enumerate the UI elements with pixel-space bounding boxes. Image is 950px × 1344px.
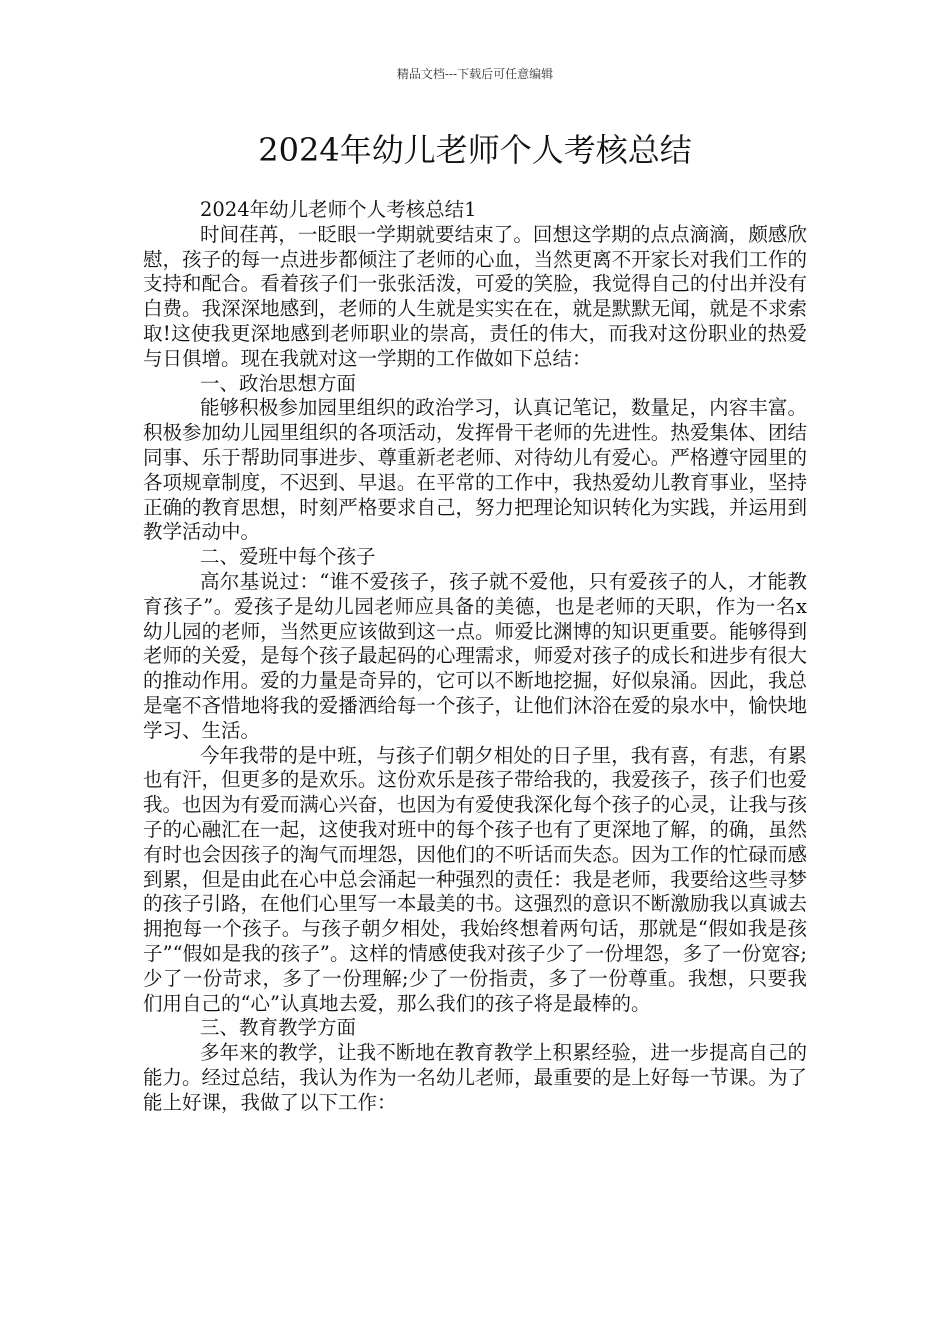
paragraph-intro: 时间荏苒，一眨眼一学期就要结束了。回想这学期的点点滴滴，颇感欣慰，孩子的每一点进步都倾注了老师的心血，当然更离不开家长对我们工作的支持和配合。看着孩子们一张张活泼，可爱的笑脸，我觉得自己的付出并没有白费。我深深地感到，老师的人生就是实实在在，就是默默无闻，就是不求索取!这使我更深地感到老师职业的崇高，责任的伟大，而我对这份职业的热爱与日俱增。现在我就对这一学期的工作做如下总结： (143, 222, 807, 370)
heading-political-thought: 一、政治思想方面 (200, 371, 357, 395)
paragraph-love-children-2: 今年我带的是中班，与孩子们朝夕相处的日子里，我有喜，有悲，有累也有汗，但更多的是欢乐。这份欢乐是孩子带给我的，我爱孩子，孩子们也爱我。也因为有爱而满心兴奋，也因为有爱使我深化每个孩子的心灵，让我与孩子的心融汇在一起，这使我对班中的每个孩子也有了更深地了解，的确，虽然有时也会因孩子的淘气而埋怨，因他们的不听话而失态。因为工作的忙碌而感到累，但是由此在心中总会涌起一种强烈的责任：我是老师，我要给这些寻梦的孩子引路，在他们心里写一本最美的书。这强烈的意识不断激励我以真诚去拥抱每一个孩子。与孩子朝夕相处，我始终想着两句话，那就是“假如我是孩子”“假如是我的孩子”。这样的情感使我对孩子少了一份埋怨，多了一份宽容;少了一份苛求，多了一份理解;少了一份指责，多了一份尊重。我想，只要我们用自己的“心”认真地去爱，那么我们的孩子将是最棒的。 (143, 743, 807, 1015)
document-body (143, 198, 807, 1115)
header-note: 精品文档---下载后可任意编辑 (396, 67, 554, 81)
paragraph-love-children-1: 高尔基说过：“谁不爱孩子，孩子就不爱他，只有爱孩子的人，才能教育孩子”。爱孩子是幼儿园老师应具备的美德，也是老师的天职，作为一名x幼儿园的老师，当然更应该做到这一点。师爱比渊博的知识更重要。能够得到老师的关爱，是每个孩子最起码的心理需求，师爱对孩子的成长和进步有很大的推动作用。爱的力量是奇异的，它可以不断地挖掘，好似泉涌。因此，我总是毫不吝惜地将我的爱播洒给每一个孩子，让他们沐浴在爱的泉水中，愉快地学习、生活。 (143, 569, 807, 742)
heading-teaching: 三、教育教学方面 (200, 1016, 357, 1040)
paragraph-political-thought: 能够积极参加园里组织的政治学习，认真记笔记，数量足，内容丰富。积极参加幼儿园里组织的各项活动，发挥骨干老师的先进性。热爱集体、团结同事、乐于帮助同事进步、尊重新老老师、对待幼儿有爱心。严格遵守园里的各项规章制度，不迟到、早退。在平常的工作中，我热爱幼儿教育事业，坚持正确的教育思想，时刻严格要求自己，努力把理论知识转化为实践，并运用到教学活动中。 (143, 396, 807, 544)
heading-love-children: 二、爱班中每个孩子 (200, 545, 376, 569)
paragraph-teaching: 多年来的教学，让我不断地在教育教学上积累经验，进一步提高自己的能力。经过总结，我认为作为一名幼儿老师，最重要的是上好每一节课。为了能上好课，我做了以下工作： (143, 1041, 807, 1114)
document-title: 2024年幼儿老师个人考核总结 (258, 131, 692, 169)
section-subtitle: 2024年幼儿老师个人考核总结1 (200, 198, 477, 221)
